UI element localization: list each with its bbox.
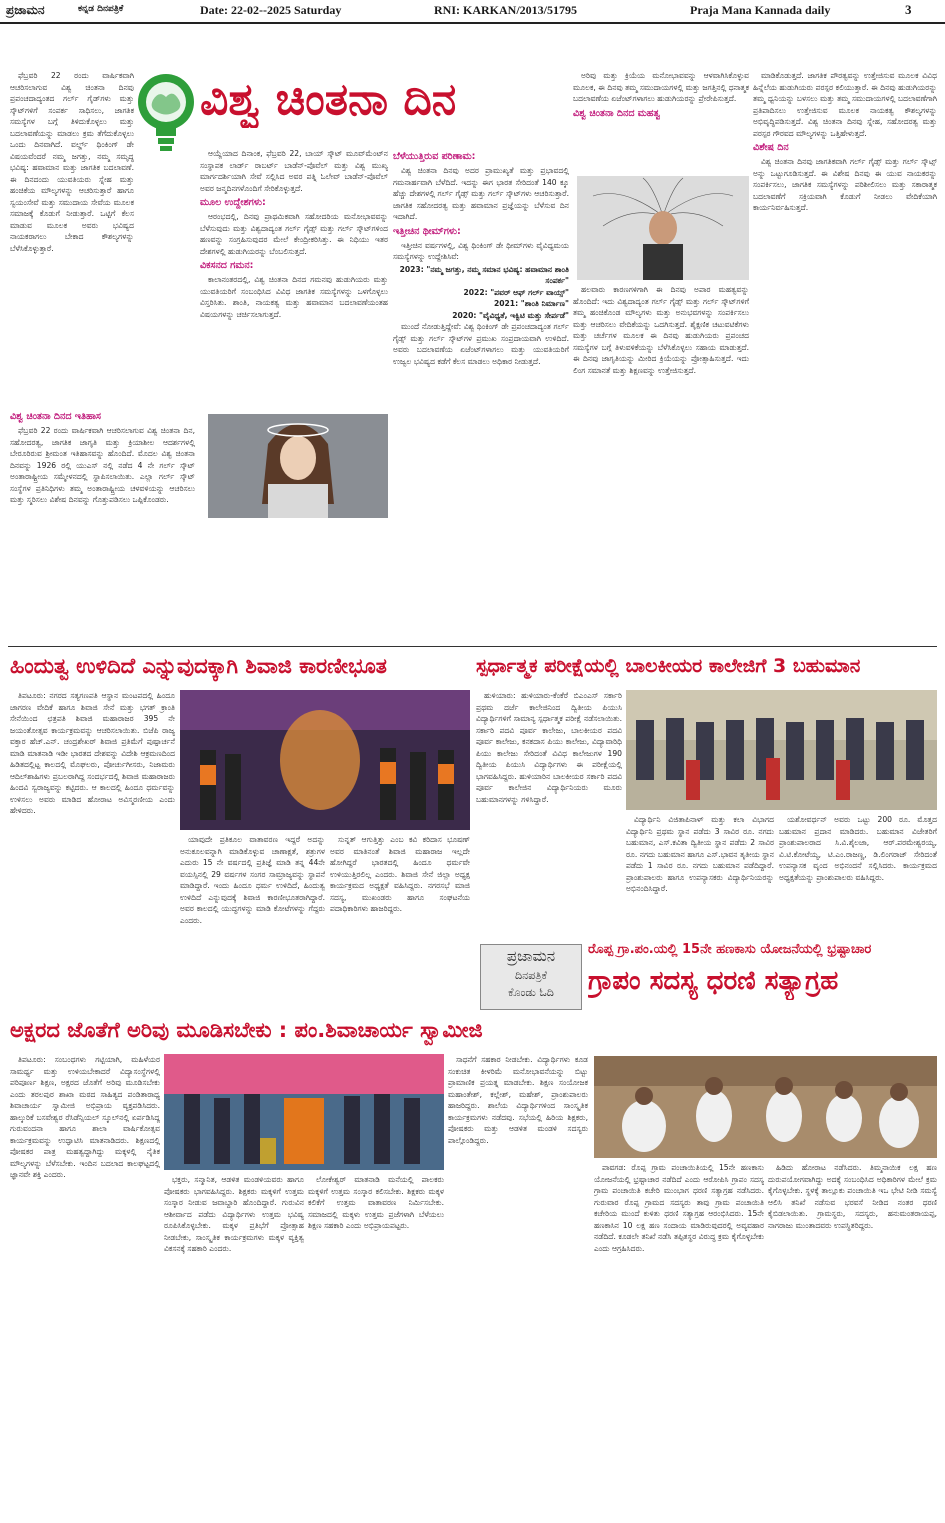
theme-item: 2022: "ಪವರ್ ಆಫ್ ಗರ್ಲ್ ವಾಯ್ಸ್"	[463, 287, 569, 297]
story5-colA-text: ತಿಪಟೂರು: ಸಂಬಂಧಗಳು ಗಟ್ಟಿಯಾಗಿ, ಮಹಿಳೆಯರ ಸಾಮರ್ಥ್ಯ ಮತ್ತು ಉಳಿಯಬೇಕಾದರೆ ವಿದ್ಯಾಸಂಸ್ಥೆಗಳಲ್ಲಿ ಪರಿಪೂರ್ಣ ಶಿಕ್ಷಣ, ಅಕ್ಷರದ ಜೊತೆಗೆ ಅರಿವು ಮೂಡಿಸಬೇಕು ಎಂದು ತರಲಪುರ ಶಾಖಾ ಮಠದ ಸಾಹಿತ್ಯದ ಪಂಡಿತಾರಾಧ್ಯ ಶಿವಾಚಾರ್ಯ ಸ್ವಾಮೀಜಿ ಅಭಿಪ್ರಾಯ ವ್ಯಕ್ತಪಡಿಸಿದರು. ಹಾಲ್ಕುರಿಕೆ ಬಸವೇಶ್ವರ ರೆಸಿಡೆನ್ಸಿಯಲ್ ಸ್ಕೂಲ್‌ನಲ್ಲಿ ಏರ್ಪಡಿಸಿದ್ದ ಗುರುವಂದನಾ ಹಾಗೂ ಶಾಲಾ ವಾರ್ಷಿಕೋತ್ಸವ ಕಾರ್ಯಕ್ರಮವನ್ನು ಉದ್ಘಾಟಿಸಿ ಮಾತನಾಡಿದರು. ಶಿಕ್ಷಣದಲ್ಲಿ ಪೋಷಕರ ಪಾತ್ರ ಮಹತ್ವದ್ದಾಗಿದ್ದು ಮಕ್ಕಳಲ್ಲಿ ನೈತಿಕ ಮೌಲ್ಯಗಳನ್ನು ಬೆಳೆಸಬೇಕು. ಇಂದಿನ ಬದಲಾದ ಕಾಲಘಟ್ಟದಲ್ಲಿ ಜ್ಞಾನವೇ ಶಕ್ತಿ ಎಂದರು.	[10, 1055, 160, 1179]
story1-objectives-subhead: ಮೂಲ ಉದ್ದೇಶಗಳು:	[200, 197, 266, 208]
story1-impact-subhead: ಬೆಳೆಯುತ್ತಿರುವ ಪರಿಣಾಮ:	[393, 151, 476, 162]
story1-col1-text: ಫೆಬ್ರವರಿ 22 ರಂದು ವಾರ್ಷಿಕವಾಗಿ ಆಚರಿಸಲಾಗುವ ವಿಶ್ವ ಚಿಂತನಾ ದಿನವು ಪ್ರಪಂಚದಾದ್ಯಂತದ ಗರ್ಲ್ ಗೈಡ್‌ಗಳು ಮತ್ತು ಸ್ಕೌಟ್‌ಗಳಿಗೆ ಸಂಪರ್ಕ ಸಾಧಿಸಲು, ಜಾಗತಿಕ ಸಮಸ್ಯೆಗಳ ಬಗ್ಗೆ ತಿಳಿದುಕೊಳ್ಳಲು ಮತ್ತು ಬದಲಾವಣೆಯನ್ನು ಮಾಡಲು ಕ್ರಮ ತೆಗೆದುಕೊಳ್ಳಲು ಒಂದು ದಿನವಾಗಿದೆ. ವರ್ಲ್ಡ್ ಥಿಂಕಿಂಗ್ ಡೇ ವಿಷಯವೆಂದರೆ ನಮ್ಮ ಜಗತ್ತು, ನಮ್ಮ ಸಮೃದ್ಧ ಭವಿಷ್ಯ: ಹವಾಮಾನ ಮತ್ತು ಜಾಗತಿಕ ಬದಲಾವಣೆ. ಈ ದಿನದಂದು ಯುವತಿಯರು ಸ್ನೇಹ ಮತ್ತು ಹಂಚಿಕೆಯ ಮೌಲ್ಯಗಳನ್ನು ಆಚರಿಸುತ್ತಾರೆ ಹಾಗೂ ಸ್ವಯಂಸೇವೆ ಮತ್ತು ಸಮುದಾಯ ಸೇವೆಯ ಮೂಲಕ ಸಮಾಜಕ್ಕೆ ಕೊಡುಗೆ ನೀಡುತ್ತಾರೆ. ಒಟ್ಟಿಗೆ ಕೆಲಸ ಮಾಡುವ ಮೂಲಕ ಅವರು ಭವಿಷ್ಯದ ನಾಯಕರಾಗಲು ಬೇಕಾದ ಕೌಶಲ್ಯಗಳನ್ನು ಬೆಳೆಸಿಕೊಳ್ಳುತ್ತಾರೆ.	[10, 71, 134, 253]
dharani-protest-photo	[594, 1056, 937, 1158]
story1-title: ವಿಶ್ವ ಚಿಂತನಾ ದಿನ	[200, 74, 457, 125]
story4-title-big: ಗ್ರಾಪಂ ಸದಸ್ಯ ಧರಣಿ ಸತ್ಯಾಗ್ರಹ	[588, 966, 839, 996]
story1-col2b-text: ಆರಂಭದಲ್ಲಿ, ದಿನವು ಪ್ರಾಥಮಿಕವಾಗಿ ಸಹೋದರಿಯ ಮನೋಭಾವವನ್ನು ಬೆಳೆಸುವುದು ಮತ್ತು ವಿಶ್ವದಾದ್ಯಂತ ಗರ್ಲ್ ಗೈಡ್ಸ್ ಮತ್ತು ಗರ್ಲ್ ಸ್ಕೌಟ್‌ಗಳಿಂದ ಹಣವನ್ನು ಸಂಗ್ರಹಿಸುವುದರ ಮೇಲೆ ಕೇಂದ್ರೀಕರಿಸಿತ್ತು. ಈ ನಿಧಿಯು ಇತರ ದೇಶಗಳಲ್ಲಿ ಹುಡುಗಿಯರನ್ನು ಬೆಂಬಲಿಸುತ್ತದೆ.	[200, 212, 388, 256]
story5-colC-text: ಲೋಕೇಶ್ವರ್ ಮಾತನಾಡಿ ಮನೆಯಲ್ಲಿ ಪಾಲಕರು ಮಕ್ಕಳಿಗೆ ಉತ್ತಮ ಸಂಸ್ಕಾರ ಕಲಿಸಬೇಕು. ಶಿಕ್ಷಕರು ಮಕ್ಕಳ ಕಲಿಕೆಗೆ ಉತ್ತಮ ವಾತಾವರಣ ನಿರ್ಮಿಸಬೇಕು. ಸಮಾಜದಲ್ಲಿ ಮಕ್ಕಳು ಉತ್ತಮ ಪ್ರಜೆಗಳಾಗಿ ಬೆಳೆಯಲು ಶಿಕ್ಷಣ ಸಹಕಾರಿ ಎಂದು ಅಭಿಪ್ರಾಯಪಟ್ಟರು.	[308, 1175, 444, 1230]
page-header	[0, 0, 945, 24]
story2-colC	[330, 834, 470, 1008]
story1-evolution-subhead: ವಿಕಸನದ ಗಮನ:	[200, 260, 254, 271]
story1-special-subhead: ವಿಶೇಷ ದಿನ	[753, 142, 789, 153]
story2-colC-text: ಸುನ್ನತ್ ಆಗುತ್ತಿತ್ತು ಎಂಬ ಕವಿ ಕರಿದಾಸ ಭೂಷಣ್ ಅವರ ಮಾತಿನಂತೆ ಶಿವಾಜಿ ಮಹಾರಾಜ ಇಲ್ಲದೇ ಹೋಗಿದ್ದರೆ ಭಾರತದಲ್ಲಿ ಹಿಂದೂ ಧರ್ಮವೇ ಉಳಿಯುತ್ತಿರಲಿಲ್ಲ ಎಂದರು. ಶಿವಾಜಿ ಸೇನೆ ಜಿಲ್ಲಾ ಅಧ್ಯಕ್ಷ ಕಾರ್ಯಕ್ರಮದ ಅಧ್ಯಕ್ಷತೆ ವಹಿಸಿದ್ದರು. ನಗರಸಭೆ ಮಾಜಿ ಸದಸ್ಯ, ಮುಖಂಡರು ಹಾಗೂ ಸಂಘಟನೆಯ ಪದಾಧಿಕಾರಿಗಳು ಹಾಜರಿದ್ದರು.	[330, 835, 470, 913]
story4-title-small: ರೊಪ್ಪ ಗ್ರಾ.ಪಂ.ಯಲ್ಲಿ 15ನೇ ಹಣಕಾಸು ಯೋಜನೆಯಲ್ಲಿ ಭ್ರಷ್ಟಾಚಾರ	[588, 942, 872, 957]
story3-colB	[626, 814, 774, 936]
story1-themes-intro: ಇತ್ತೀಚಿನ ವರ್ಷಗಳಲ್ಲಿ, ವಿಶ್ವ ಥಿಂಕಿಂಗ್ ಡೇ ಥೀಮ್‌ಗಳು ವೈವಿಧ್ಯಮಯ ಸಮಸ್ಯೆಗಳನ್ನು ಉದ್ದೇಶಿಸಿವೆ:	[393, 240, 569, 261]
story2-title: ಹಿಂದುತ್ವ ಉಳಿದಿದೆ ಎನ್ನುವುದಕ್ಕಾಗಿ ಶಿವಾಜಿ ಕಾರಣೀಭೂತ	[10, 654, 387, 678]
story1-col4	[573, 70, 749, 170]
stressed-woman-photo	[208, 414, 388, 518]
rni-number: RNI: KARKAN/2013/51795	[434, 3, 577, 17]
paper-name: Praja Mana Kannada daily	[690, 3, 831, 17]
story5-title: ಅಕ್ಷರದ ಜೊತೆಗೆ ಅರಿವು ಮೂಡಿಸಬೇಕು : ಪಂ.ಶಿವಾಚಾರ್ಯ ಸ್ವಾಮೀಜಿ	[10, 1018, 483, 1042]
story5-colD	[448, 1054, 588, 1512]
story2-colB	[180, 834, 325, 1008]
college-group-photo	[626, 690, 937, 810]
promo-box	[480, 944, 582, 1010]
story2-colA-text: ತಿಪಟೂರು: ನಗರದ ಸತ್ಯಗಣಪತಿ ಆಸ್ಥಾನ ಮಂಟಪದಲ್ಲಿ ಹಿಂದೂ ಜಾಗರಣ ವೇದಿಕೆ ಹಾಗೂ ಶಿವಾಜಿ ಸೇನೆ ಮತ್ತು ಭಗತ್ ಕ್ರಾಂತಿ ಸೇನೆಯಿಂದ ಛತ್ರಪತಿ ಶಿವಾಜಿ ಮಹಾರಾಜರ 395 ನೇ ಜಯಂತೋತ್ಸವ ಕಾರ್ಯಕ್ರಮವನ್ನು ಆಚರಿಸಲಾಯಿತು. ಬಿಜೆಪಿ ರಾಜ್ಯ ವಕ್ತಾರ ಹೆಚ್.ಎನ್. ಚಂದ್ರಶೇಖರ್ ಶಿವಾಜಿ ಪ್ರತಿಮೆಗೆ ಪುಷ್ಪಾರ್ಚನೆ ಮಾಡಿ ಮಾತನಾಡಿ ಇಡೀ ಭಾರತದ ದೇಶವನ್ನು ವಿದೇಶಿ ಆಕ್ರಮಣದಿಂದ ಹಿಡಿತದಲ್ಲಿಟ್ಟ ಕಾಲದಲ್ಲಿ ಮೊಘಲರು, ಪೋರ್ಚುಗೀಸರು, ನಿಜಾಮರು ಆದಿಲ್‌ಶಾಹಿಗಳು ಪ್ರಬಲರಾಗಿದ್ದ ಸಂದರ್ಭದಲ್ಲಿ ಶಿವಾಜಿ ಮಹಾರಾಜರು ಹಿಂದವಿ ಸ್ವರಾಜ್ಯವನ್ನು ಕಟ್ಟಿದರು. ಆ ಕಾಲದಲ್ಲಿ ಹಿಂದೂ ಧರ್ಮವನ್ನು ಉಳಿಸಲು ಅವರು ಮಾಡಿದ ಹೋರಾಟ ಅವಿಸ್ಮರಣೀಯ ಎಂದು ಹೇಳಿದರು.	[10, 691, 175, 815]
story4-colA	[594, 1162, 764, 1512]
story5-colB-text: ಭಕ್ತರು, ಸನ್ಮಾನಿತ, ಆಡಳಿತ ಮಂಡಳಿಯವರು ಹಾಗೂ ಪೋಷಕರು ಭಾಗವಹಿಸಿದ್ದರು. ಶಿಕ್ಷಕರು ಮಕ್ಕಳಿಗೆ ಉತ್ತಮ ಸಂಸ್ಕಾರ ನೀಡುವ ಜವಾಬ್ದಾರಿ ಹೊಂದಿದ್ದಾರೆ. ಗುರುವಿನ ಆಶೀರ್ವಾದ ಪಡೆದು ವಿದ್ಯಾರ್ಥಿಗಳು ಉತ್ತಮ ಭವಿಷ್ಯ ರೂಪಿಸಿಕೊಳ್ಳಬೇಕು. ಮಕ್ಕಳ ಪ್ರತಿಭೆಗೆ ಪ್ರೋತ್ಸಾಹ ನೀಡಬೇಕು, ಸಾಂಸ್ಕೃತಿಕ ಕಾರ್ಯಕ್ರಮಗಳು ಮಕ್ಕಳ ವ್ಯಕ್ತಿತ್ವ ವಿಕಸನಕ್ಕೆ ಸಹಕಾರಿ ಎಂದರು.	[164, 1175, 304, 1253]
theme-item: 2023: "ನಮ್ಮ ಜಗತ್ತು, ನಮ್ಮ ಸಮಾನ ಭವಿಷ್ಯ: ಹವಾಮಾನ ಶಾಂತಿ ಸಂಪರ್ಕ"	[399, 264, 569, 285]
shivaji-event-photo	[180, 690, 470, 830]
masthead-subtitle: ಕನ್ನಡ ದಿನಪತ್ರಿಕೆ	[78, 4, 124, 14]
theme-item: 2021: "ಶಾಂತಿ ನಿರ್ಮಾಣ"	[493, 299, 569, 308]
story5-colD-text: ಸಾಧನೆಗೆ ಸಹಕಾರ ನೀಡಬೇಕು. ವಿದ್ಯಾರ್ಥಿಗಳು ಕೂಡ ಸಂಕುಚಿತ ಕೀಳರಿಮೆ ಮನೋಭಾವನೆಯನ್ನು ಬಿಟ್ಟು ಪ್ರಾಮಾಣಿಕ ಪ್ರಯತ್ನ ಮಾಡಬೇಕು. ಶಿಕ್ಷಣ ಸಂಯೋಜಕ ಮಹಾಂತೇಶ್, ಕಲ್ಲೇಶ್, ಮಹೇಶ್, ಪ್ರಾಂಶುಪಾಲರು ಹಾಜರಿದ್ದರು. ಶಾಲೆಯ ವಿದ್ಯಾರ್ಥಿಗಳಿಂದ ಸಾಂಸ್ಕೃತಿಕ ಕಾರ್ಯಕ್ರಮಗಳು ನಡೆದವು. ಸಭೆಯಲ್ಲಿ ಹಿರಿಯ ಶಿಕ್ಷಕರು, ಪೋಷಕರು ಮತ್ತು ಆಡಳಿತ ಮಂಡಳಿ ಸದಸ್ಯರು ಪಾಲ್ಗೊಂಡಿದ್ದರು.	[448, 1055, 588, 1145]
story1-col4b	[573, 284, 749, 642]
story1-significance-subhead: ವಿಶ್ವ ಚಿಂತನಾ ದಿನದ ಮಹತ್ವ	[573, 107, 661, 119]
story1-col1b-text: ಫೆಬ್ರವರಿ 22 ರಂದು ವಾರ್ಷಿಕವಾಗಿ ಆಚರಿಸಲಾಗುವ ವಿಶ್ವ ಚಿಂತನಾ ದಿನ, ಸಹೋದರತ್ವ, ಜಾಗತಿಕ ಜಾಗೃತಿ ಮತ್ತು ಕ್ರಿಯಾಶೀಲ ಆದರ್ಶಗಳಲ್ಲಿ ಬೇರೂರಿರುವ ಶ್ರೀಮಂತ ಇತಿಹಾಸವನ್ನು ಹೊಂದಿದೆ. ಮೊದಲ ವಿಶ್ವ ಚಿಂತನಾ ದಿನವನ್ನು 1926 ರಲ್ಲಿ ಯುಎಸ್ ನಲ್ಲಿ ನಡೆದ 4 ನೇ ಗರ್ಲ್ ಸ್ಕೌಟ್ ಅಂತಾರಾಷ್ಟ್ರೀಯ ಸಮ್ಮೇಳನದಲ್ಲಿ ಸ್ಥಾಪಿಸಲಾಯಿತು. ಎಲ್ಲಾ ಗರ್ಲ್ ಸ್ಕೌಟ್ ಸಂಸ್ಥೆಗಳ ಪ್ರತಿನಿಧಿಗಳು ತಮ್ಮ ಅಂತಾರಾಷ್ಟ್ರೀಯ ಚಳವಳಿಯನ್ನು ಆಚರಿಸಲು ಮತ್ತು ಸ್ಮರಿಸಲು ವಿಶೇಷ ದಿನವನ್ನು ಗೊತ್ತುಪಡಿಸಲು ಒಪ್ಪಿಕೊಂಡರು.	[10, 426, 195, 504]
theme-item: 2020: "ವೈವಿಧ್ಯತೆ, ಇಕ್ವಿಟಿ ಮತ್ತು ಸೇರ್ಪಡೆ"	[452, 310, 569, 320]
story1-col4b-text: ಹಲವಾರು ಕಾರಣಗಳಿಗಾಗಿ ಈ ದಿನವು ಅಪಾರ ಮಹತ್ವವನ್ನು ಹೊಂದಿದೆ: ಇದು ವಿಶ್ವದಾದ್ಯಂತ ಗರ್ಲ್ ಗೈಡ್ಸ್ ಮತ್ತು ಗರ್ಲ್ ಸ್ಕೌಟ್‌ಗಳಿಗೆ ತಮ್ಮ ಹಂಚಿಕೊಂಡ ಮೌಲ್ಯಗಳು ಮತ್ತು ಅನುಭವಗಳನ್ನು ಸಂಪರ್ಕಿಸಲು ಮತ್ತು ಆಚರಿಸಲು ವೇದಿಕೆಯನ್ನು ಒದಗಿಸುತ್ತದೆ. ಶೈಕ್ಷಣಿಕ ಚಟುವಟಿಕೆಗಳು ಮತ್ತು ಚರ್ಚೆಗಳ ಮೂಲಕ ಈ ದಿನವು ಹುಡುಗಿಯರು ಪ್ರಪಂಚದ ಸಮಸ್ಯೆಗಳ ಬಗ್ಗೆ ತಿಳುವಳಿಕೆಯನ್ನು ಬೆಳೆಸಿಕೊಳ್ಳಲು ಸಹಾಯ ಮಾಡುತ್ತದೆ. ಈ ದಿನವು ಜಾಗೃತಿಯನ್ನು ಮೀರಿದ ಕ್ರಿಯೆಯನ್ನು ಪ್ರೋತ್ಸಾಹಿಸುತ್ತದೆ. ಇದು ಲಿಂಗ ಸಮಾನತೆ ಮತ್ತು ಶಿಕ್ಷಣವನ್ನು ಉತ್ತೇಜಿಸುತ್ತದೆ.	[573, 285, 749, 375]
story1-themes-subhead: ಇತ್ತೀಚಿನ ಥೀಮ್‌ಗಳು:	[393, 225, 461, 237]
story4-colB-text: ಹಿಡಿದು ಹೋರಾಟ ನಡೆಸಿದರು. ತಿಮ್ಮನಾಯಿಕ ಲಕ್ಷ ಹಣ ದುರುಪಯೋಗವಾಗಿದ್ದು ಅದಕ್ಕೆ ಸಂಬಂಧಿಸಿದ ಅಧಿಕಾರಿಗಳ ಮೇಲೆ ಕ್ರಮ ಕೈಗೊಳ್ಳಬೇಕು. ಸ್ಥಳಕ್ಕೆ ತಾಲ್ಲೂಕು ಪಂಚಾಯಿತಿ ಇಒ ಭೇಟಿ ನೀಡಿ ಸಮಸ್ಯೆ ಆಲಿಸಿ ತನಿಖೆ ನಡೆಸುವ ಭರವಸೆ ನೀಡಿದ ನಂತರ ಧರಣಿ ಕೈಬಿಡಲಾಯಿತು. ಗ್ರಾಮಸ್ಥರು, ಸದಸ್ಯರು, ಹನುಮಂತರಾಯಪ್ಪ, ನಾಗರಾಜು ಮುಂತಾದವರು ಉಪಸ್ಥಿತರಿದ್ದರು.	[768, 1163, 937, 1230]
story1-col5-text: ಮಾಡಿಕೊಡುತ್ತದೆ. ಜಾಗತಿಕ ಪೌರತ್ವವನ್ನು ಉತ್ತೇಜಿಸುವ ಮೂಲಕ ವಿವಿಧ ಹಿನ್ನೆಲೆಯ ಹುಡುಗಿಯರು ಪರಸ್ಪರ ಕಲಿಯುತ್ತಾರೆ. ಈ ದಿನವು ಹುಡುಗಿಯರನ್ನು ತಮ್ಮ ಧ್ವನಿಯನ್ನು ಬಳಸಲು ಮತ್ತು ತಮ್ಮ ಸಮುದಾಯಗಳಲ್ಲಿ ಬದಲಾವಣೆಗಾಗಿ ಪ್ರತಿಪಾದಿಸಲು ಉತ್ತೇಜಿಸುವ ಮೂಲಕ ನಾಯಕತ್ವ ಕೌಶಲ್ಯಗಳನ್ನು ಅಭಿವೃದ್ಧಿಪಡಿಸುತ್ತದೆ. ವಿಶ್ವ ಚಿಂತನಾ ದಿನವು ಸ್ನೇಹ, ಸಹೋದರತ್ವ ಮತ್ತು ಪರಸ್ಪರ ಗೌರವದ ಮೌಲ್ಯಗಳನ್ನು ಒತ್ತಿಹೇಳುತ್ತದೆ.	[753, 71, 937, 138]
story1-col4-text: ಅರಿವು ಮತ್ತು ಕ್ರಿಯೆಯ ಮನೋಭಾವವನ್ನು ಆಳವಾಗಿಸಿಕೊಳ್ಳುವ ಮೂಲಕ, ಈ ದಿನವು ತಮ್ಮ ಸಮುದಾಯಗಳಲ್ಲಿ ಮತ್ತು ಜಗತ್ತಿನಲ್ಲಿ ಧನಾತ್ಮಕ ಬದಲಾವಣೆಯ ಏಜೆಂಟ್‌ಗಳಾಗಲು ಹುಡುಗಿಯರನ್ನು ಪ್ರೇರೇಪಿಸುತ್ತದೆ.	[573, 71, 749, 103]
story1-history-subhead: ವಿಶ್ವ ಚಿಂತನಾ ದಿನದ ಇತಿಹಾಸ	[10, 411, 101, 422]
promo-line2: ದಿನಪತ್ರಿಕೆ	[515, 969, 547, 982]
story1-col1b	[10, 408, 195, 640]
swamiji-event-photo	[164, 1054, 444, 1170]
story1-col2-text: ಆಯ್ದೆಯಾದ ದಿನಾಂಕ, ಫೆಬ್ರವರಿ 22, ಬಾಯ್ ಸ್ಕೌಟ್ ಮೂವ್‌ಮೆಂಟ್‌ನ ಸಂಸ್ಥಾಪಕ ಲಾರ್ಡ್ ರಾಬರ್ಟ್ ಬಾಡೆನ್-ಪೊವೆಲ್ ಮತ್ತು ವಿಶ್ವ ಮುಖ್ಯ ಮಾರ್ಗದರ್ಶಿಯಾಗಿ ಸೇವೆ ಸಲ್ಲಿಸಿದ ಅವರ ಪತ್ನಿ ಓಲೇವ್ ಬಾಡೆನ್-ಪೊವೆಲ್ ಅವರ ಜನ್ಮದಿನಗಳೊಂದಿಗೆ ಸೇರಿಕೊಳ್ಳುತ್ತದೆ.	[200, 149, 388, 193]
masthead: ಪ್ರಜಾಮನ	[6, 3, 45, 17]
brain-bulb-icon	[135, 70, 197, 162]
story1-col2-lower	[200, 522, 388, 642]
story3-title: ಸ್ಪರ್ಧಾತ್ಮಕ ಪರೀಕ್ಷೆಯಲ್ಲಿ ಬಾಲಕೀಯರ ಕಾಲೇಜಿಗೆ 3 ಬಹುಮಾನ	[476, 655, 861, 677]
story2-colA	[10, 690, 175, 1008]
story1-col1	[10, 70, 134, 408]
story3-colB-text: ವಿದ್ಯಾರ್ಥಿನಿ ವಿಜಿತಾಪಿನಾಳ್ ಮತ್ತು ಕಲಾ ವಿಭಾಗದ ವಿದ್ಯಾರ್ಥಿನಿ ಪ್ರಥಮ ಸ್ಥಾನ ಪಡೆದು 3 ಸಾವಿರ ರೂ. ನಗದು ಬಹುಮಾನ, ಎಸ್.ಕವಿತಾ ದ್ವಿತೀಯ ಸ್ಥಾನ ಪಡೆದು 2 ಸಾವಿರ ರೂ. ನಗದು ಬಹುಮಾನ ಹಾಗೂ ಎಸ್.ಭಾವನ ತೃತೀಯ ಸ್ಥಾನ ಪಡೆದು 1 ಸಾವಿರ ರೂ. ನಗದು ಬಹುಮಾನ ಪಡೆದಿದ್ದಾರೆ. ಪ್ರಾಂಶುಪಾಲರು ಹಾಗೂ ಉಪನ್ಯಾಸಕರು ವಿದ್ಯಾರ್ಥಿನಿಯರನ್ನು ಅಭಿನಂದಿಸಿದ್ದಾರೆ.	[626, 815, 774, 893]
thinking-man-photo	[577, 176, 749, 280]
story3-colC	[779, 814, 937, 936]
promo-line1: ಪ್ರಜಾಮನ	[506, 947, 556, 965]
story1-col3b-text: ಮುಂದೆ ನೋಡುತ್ತಿದ್ದೇವೆ: ವಿಶ್ವ ಥಿಂಕಿಂಗ್ ಡೇ ಪ್ರಪಂಚದಾದ್ಯಂತ ಗರ್ಲ್ ಗೈಡ್ಸ್ ಮತ್ತು ಗರ್ಲ್ ಸ್ಕೌಟ್‌ಗಳ ಪ್ರಮುಖ ಸಂಪ್ರದಾಯವಾಗಿ ಉಳಿದಿದೆ. ಅವರು ಬದಲಾವಣೆಯ ಏಜೆಂಟ್‌ಗಳಾಗಲು ಮತ್ತು ಯುವತಿಯರಿಗೆ ಉಜ್ವಲ ಭವಿಷ್ಯದ ಕಡೆಗೆ ಕೆಲಸ ಮಾಡಲು ಅಧಿಕಾರ ನೀಡುತ್ತದೆ.	[393, 322, 569, 366]
promo-line3: ಕೊಂಡು ಓದಿ	[508, 986, 554, 999]
story1-col3-text: ವಿಶ್ವ ಚಿಂತನಾ ದಿನವು ಅದರ ಪ್ರಾಮುಖ್ಯತೆ ಮತ್ತು ಪ್ರಭಾವದಲ್ಲಿ ಗಮನಾರ್ಹವಾಗಿ ಬೆಳೆದಿದೆ. ಇದನ್ನು ಈಗ ಭಾರತ ಸೇರಿದಂತೆ 140 ಕ್ಕೂ ಹೆಚ್ಚು ದೇಶಗಳಲ್ಲಿ ಗರ್ಲ್ ಗೈಡ್ಸ್ ಮತ್ತು ಗರ್ಲ್ ಸ್ಕೌಟ್‌ಗಳು ಆಚರಿಸುತ್ತಾರೆ. ಜಾಗತಿಕ ಸಹೋದರತ್ವ ಮತ್ತು ಹವಾಮಾನ ಪ್ರಜ್ಞೆಯನ್ನು ಬೆಳೆಸುವ ದಿನ ಇದಾಗಿದೆ.	[393, 166, 569, 221]
story5-colC	[308, 1174, 444, 1512]
story1-col2	[200, 148, 388, 408]
story1-col5b-text: ವಿಶ್ವ ಚಿಂತನಾ ದಿನವು ಜಾಗತಿಕವಾಗಿ ಗರ್ಲ್ ಗೈಡ್ಸ್ ಮತ್ತು ಗರ್ಲ್ ಸ್ಕೌಟ್ಸ್ ಅನ್ನು ಒಟ್ಟುಗೂಡಿಸುತ್ತದೆ. ಈ ವಿಶೇಷ ದಿನವು ಈ ಯುವ ನಾಯಕರನ್ನು ಸಂಪರ್ಕಿಸಲು, ಜಾಗತಿಕ ಸಮಸ್ಯೆಗಳನ್ನು ಪರಿಶೀಲಿಸಲು ಮತ್ತು ಸಕಾರಾತ್ಮಕ ಬದಲಾವಣೆಗೆ ಸಕ್ರಿಯವಾಗಿ ಕೊಡುಗೆ ನೀಡಲು ವೇದಿಕೆಯಾಗಿ ಕಾರ್ಯನಿರ್ವಹಿಸುತ್ತದೆ.	[753, 157, 937, 212]
story3-colA-text: ಹುಳಿಯಾರು: ಹುಳಿಯಾರು-ಕೆಂಕೆರೆ ಬಿಎಂಎಸ್ ಸರ್ಕಾರಿ ಪ್ರಥಮ ದರ್ಜೆ ಕಾಲೇಜಿನಿಂದ ದ್ವಿತೀಯ ಪಿಯುಸಿ ವಿದ್ಯಾರ್ಥಿಗಳಿಗೆ ಸಾಮಾನ್ಯ ಸ್ಪರ್ಧಾತ್ಮಕ ಪರೀಕ್ಷೆ ನಡೆಸಲಾಯಿತು. ಸರ್ಕಾರಿ ಪದವಿ ಪೂರ್ವ ಕಾಲೇಜು, ಬಾಲಕೀಯರ ಪದವಿ ಪೂರ್ವ ಕಾಲೇಜು, ಕನಕದಾಸ ಪಿಯು ಕಾಲೇಜು, ವಿದ್ಯಾವಾರಿಧಿ ಪಿಯು ಕಾಲೇಜು ಸೇರಿದಂತೆ ವಿವಿಧ ಕಾಲೇಜುಗಳ 190 ದ್ವಿತೀಯ ಪಿಯುಸಿ ವಿದ್ಯಾರ್ಥಿಗಳು ಈ ಪರೀಕ್ಷೆಯಲ್ಲಿ ಭಾಗವಹಿಸಿದ್ದರು. ಹುಳಿಯಾರಿನ ಬಾಲಕೀಯರ ಸರ್ಕಾರಿ ಪದವಿ ಪೂರ್ವ ಕಾಲೇಜಿನ ವಿದ್ಯಾರ್ಥಿನಿಯರು ಮೂರು ಬಹುಮಾನಗಳನ್ನು ಗಳಿಸಿದ್ದಾರೆ.	[476, 691, 622, 804]
story4-colB	[768, 1162, 937, 1512]
story5-colB	[164, 1174, 304, 1512]
story4-colA-text: ಪಾವಗಡ: ರೊಪ್ಪ ಗ್ರಾಮ ಪಂಚಾಯಿತಿಯಲ್ಲಿ 15ನೇ ಹಣಕಾಸು ಯೋಜನೆಯಲ್ಲಿ ಭ್ರಷ್ಟಾಚಾರ ನಡೆದಿದೆ ಎಂದು ಆರೋಪಿಸಿ ಗ್ರಾಪಂ ಸದಸ್ಯ ಗ್ರಾಮ ಪಂಚಾಯಿತಿ ಕಚೇರಿ ಮುಂಭಾಗ ಧರಣಿ ಸತ್ಯಾಗ್ರಹ ನಡೆಸಿದರು. ಗುರುವಾರ ರೊಪ್ಪ ಗ್ರಾಮದ ಸದಸ್ಯರು ತಾವು ಗ್ರಾಮ ಪಂಚಾಯಿತಿ ಕಚೇರಿಯ ಮುಂದೆ ಕುಳಿತು ಧರಣಿ ಸತ್ಯಾಗ್ರಹ ಆರಂಭಿಸಿದರು. 15ನೇ ಹಣಕಾಸಿನ 10 ಲಕ್ಷ ಹಣ ಸಂದಾಯ ಮಾಡಿರುವುದರಲ್ಲಿ ಅವ್ಯವಹಾರ ನಡೆದಿದೆ. ಕೂಡಲೇ ತನಿಖೆ ನಡೆಸಿ ತಪ್ಪಿತಸ್ಥರ ವಿರುದ್ಧ ಕ್ರಮ ಕೈಗೊಳ್ಳಬೇಕು ಎಂದು ಆಗ್ರಹಿಸಿದರು.	[594, 1163, 764, 1253]
story2-colB-text: ಯಾವುದೇ ಪ್ರತಿಕೂಲ ವಾತಾವರಣ ಇದ್ದರೆ ಅದನ್ನು ಅನುಕೂಲವನ್ನಾಗಿ ಮಾಡಿಕೊಳ್ಳುವ ಚಾಣಾಕ್ಷತೆ, ಶತ್ರುಗಳ ಎದುರು 15 ನೇ ವರ್ಷದಲ್ಲಿ ಪ್ರತಿಜ್ಞೆ ಮಾಡಿ ತನ್ನ 44ನೇ ವಯಸ್ಸಿನಲ್ಲಿ 29 ವರ್ಷಗಳ ಸಂಗರ ಸಾಮ್ರಾಜ್ಯವನ್ನು ಸ್ಥಾಪನೆ ಮಾಡಿದ್ದಾರೆ. ಇಂದು ಹಿಂದೂ ಧರ್ಮ ಉಳಿದಿದೆ, ಹಿಂದುತ್ವ ಉಳಿದಿದೆ ಎನ್ನುವುದಕ್ಕೆ ಶಿವಾಜಿ ಕಾರಣೀಭೂತರಾಗಿದ್ದಾರೆ. ಅವರ ಕಾಲದಲ್ಲಿ ಯುದ್ಧಗಳನ್ನು ಮಾಡಿ ಕೋಟೆಗಳನ್ನು ಗೆದ್ದರು ಎಂದರು.	[180, 835, 325, 925]
story3-colA	[476, 690, 622, 936]
story3-colC-text: ಯಶೋವರ್ಧನ್ ಅವರು ಒಟ್ಟು 200 ರೂ. ಮೊತ್ತದ ಬಹುಮಾನ ಪ್ರದಾನ ಮಾಡಿದರು. ಬಹುಮಾನ ವಿಜೇತರಿಗೆ ಪ್ರಾಂಶುಪಾಲರಾದ ಸಿ.ವಿ.ಶೈಲಜಾ, ಆರ್.ಪರಮೇಶ್ವರಯ್ಯ, ವಿ.ಟಿ.ಕೋಟೆಯ್ಯ, ಟಿ.ಎಂ.ರಾಜಣ್ಣ, ಡಿ.ಲಿಂಗರಾಜ್ ಸೇರಿದಂತೆ ಉಪನ್ಯಾಸಕ ವೃಂದ ಅಭಿನಂದನೆ ಸಲ್ಲಿಸಿದರು. ಕಾರ್ಯಕ್ರಮದ ಅಧ್ಯಕ್ಷತೆಯನ್ನು ಪ್ರಾಂಶುಪಾಲರು ವಹಿಸಿದ್ದರು.	[779, 815, 937, 882]
divider	[8, 646, 937, 647]
story5-colA	[10, 1054, 160, 1512]
story1-col2c-text: ಕಾಲಾನಂತರದಲ್ಲಿ, ವಿಶ್ವ ಚಿಂತನಾ ದಿನದ ಗಮನವು ಹುಡುಗಿಯರು ಮತ್ತು ಯುವತಿಯರಿಗೆ ಸಂಬಂಧಿಸಿದ ವಿವಿಧ ಜಾಗತಿಕ ಸಮಸ್ಯೆಗಳನ್ನು ಒಳಗೊಳ್ಳಲು ವಿಸ್ತರಿಸಿತು. ಶಾಂತಿ, ನಾಯಕತ್ವ ಮತ್ತು ಹವಾಮಾನ ಬದಲಾವಣೆಯಂತಹ ವಿಷಯಗಳನ್ನು ಚರ್ಚಿಸಲಾಗುತ್ತದೆ.	[200, 275, 388, 319]
story1-col5	[753, 70, 937, 642]
issue-date: Date: 22-02--2025 Saturday	[200, 3, 342, 17]
story1-col3	[393, 148, 569, 642]
page-number: 3	[905, 2, 912, 17]
